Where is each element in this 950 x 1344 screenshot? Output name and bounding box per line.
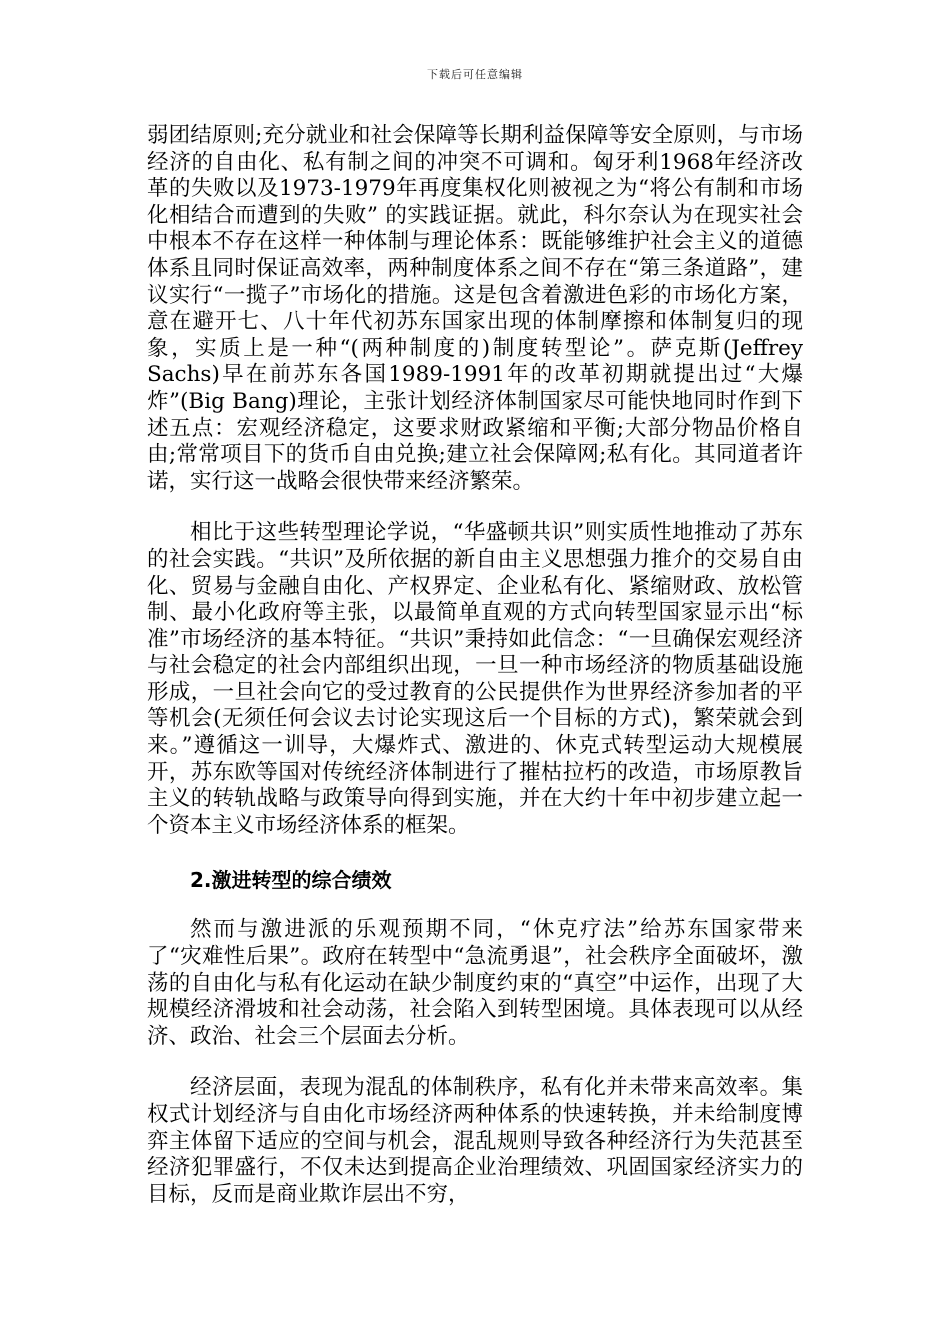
section-heading: 2.激进转型的综合绩效 <box>190 868 392 893</box>
paragraph-2: 相比于这些转型理论学说，“华盛顿共识”则实质性地推动了苏东的社会实践。“共识”及所依据的新自由主义思想强力推介的交易自由化、贸易与金融自由化、产权界定、企业私有化、紧缩财政、放松管制、最小化政府等主张，以最简单直观的方式向转型国家显示出“标准”市场经济的基本特征。“共识”秉持如此信念：“一旦确保宏观经济与社会稳定的社会内部组织出现，一旦一种市场经济的物质基础设施形成，一旦社会向它的受过教育的公民提供作为世界经济参加者的平等机会(无须任何会议去讨论实现这后一个目标的方式)，繁荣就会到来。”遵循这一训导，大爆炸式、激进的、休克式转型运动大规模展开，苏东欧等国对传统经济体制进行了摧枯拉朽的改造，市场原教旨主义的转轨战略与政策导向得到实施，并在大约十年中初步建立起一个资本主义市场经济体系的框架。 <box>147 520 803 838</box>
paragraph-4: 经济层面，表现为混乱的体制秩序，私有化并未带来高效率。集权式计划经济与自由化市场经济两种体系的快速转换，并未给制度博弈主体留下适应的空间与机会，混乱规则导致各种经济行为失范甚至经济犯罪盛行，不仅未达到提高企业治理绩效、巩固国家经济实力的目标，反而是商业欺诈层出不穷， <box>147 1075 803 1207</box>
document-body <box>147 123 803 1208</box>
paragraph-3: 然而与激进派的乐观预期不同，“休克疗法”给苏东国家带来了“灾难性后果”。政府在转型中“急流勇退”，社会秩序全面破坏，激荡的自由化与私有化运动在缺少制度约束的“真空”中运作，出现了大规模经济滑坡和社会动荡，社会陷入到转型困境。具体表现可以从经济、政治、社会三个层面去分析。 <box>147 917 803 1049</box>
page-header: 下载后可任意编辑 <box>427 68 523 81</box>
paragraph-1: 弱团结原则;充分就业和社会保障等长期利益保障等安全原则，与市场经济的自由化、私有制之间的冲突不可调和。匈牙利1968年经济改革的失败以及1973-1979年再度集权化则被视之为“将公有制和市场化相结合而遭到的失败” 的实践证据。就此，科尔奈认为在现实社会中根本不存在这样一种体制与理论体系：既能够维护社会主义的道德体系且同时保证高效率，两种制度体系之间不存在“第三条道路”，建议实行“一揽子”市场化的措施。这是包含着激进色彩的市场化方案，意在避开七、八十年代初苏东国家出现的体制摩擦和体制复归的现象，实质上是一种“(两种制度的)制度转型论”。萨克斯(Jeffrey Sachs)早在前苏东各国1989-1991年的改革初期就提出过“大爆炸”(Big Bang)理论，主张计划经济体制国家尽可能快地同时作到下述五点：宏观经济稳定，这要求财政紧缩和平衡;大部分物品价格自由;常常项目下的货币自由兑换;建立社会保障网;私有化。其同道者许诺，实行这一战略会很快带来经济繁荣。 <box>147 123 803 494</box>
